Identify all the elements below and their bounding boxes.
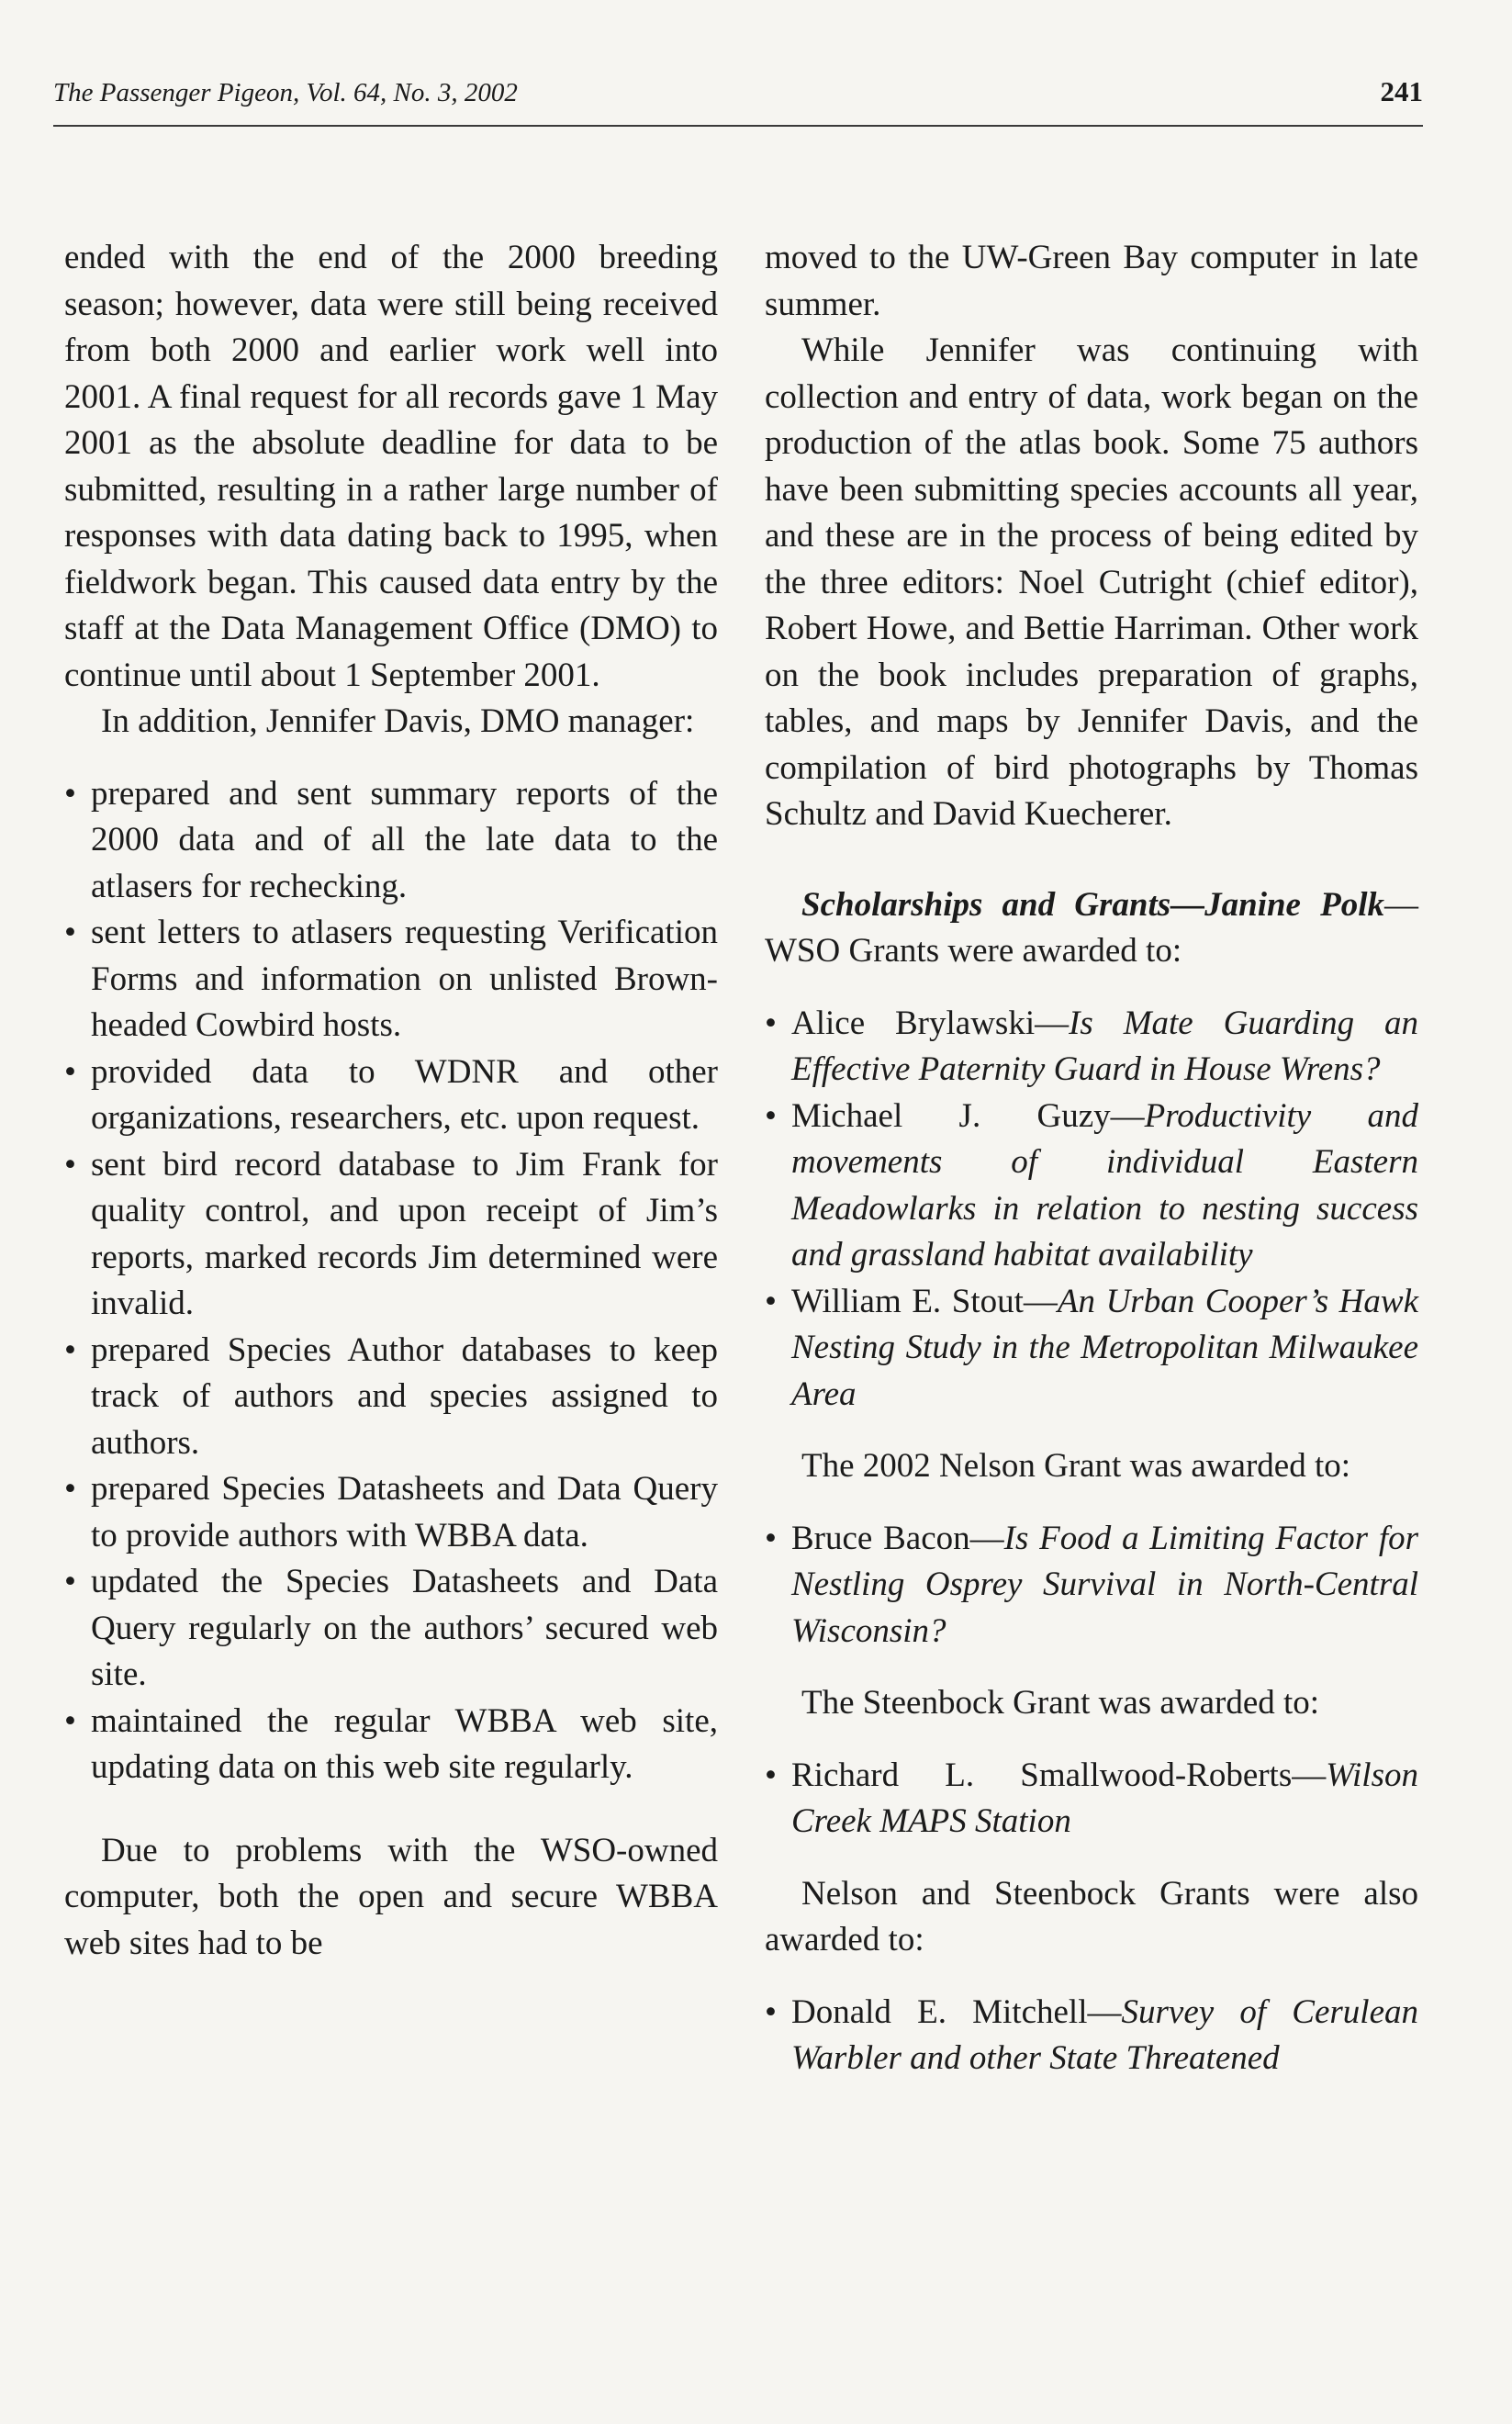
bullet-icon: • <box>64 1701 76 1740</box>
list-item-text: sent letters to atlasers requesting Verification Forms and information on unlisted Brown-headed Cowbird hosts. <box>91 914 718 1044</box>
right-column <box>765 235 1418 2082</box>
bullet-icon: • <box>64 1563 76 1600</box>
bullet-icon: • <box>64 1470 76 1508</box>
project-title: Productivity and movements of individual Eastern Meadowlarks in relation to nesting success and grassland habitat availability <box>791 1096 1418 1274</box>
grantee-name: Michael J. Guzy— <box>791 1096 1145 1135</box>
section-paragraph <box>765 882 1418 975</box>
list-item-text: prepared Species Datasheets and Data Query to provide authors with WBBA data. <box>91 1470 718 1554</box>
bullet-icon: • <box>765 1096 777 1135</box>
list-item-text: updated the Species Datasheets and Data Query regularly on the authors’ secured web site. <box>91 1563 718 1693</box>
list-item <box>64 1559 718 1699</box>
paragraph: moved to the UW-Green Bay computer in late summer. <box>765 239 1418 323</box>
nelson-grants-list <box>765 1516 1418 1655</box>
grantee-name: Donald E. Mitchell— <box>791 1992 1122 2031</box>
list-item <box>64 771 718 911</box>
left-column <box>64 235 718 1967</box>
bullet-icon: • <box>765 1282 777 1320</box>
journal-title: The Passenger Pigeon, Vol. 64, No. 3, 2002 <box>53 78 518 107</box>
bullet-icon: • <box>64 1052 76 1091</box>
page-header <box>53 75 1423 127</box>
section-heading: Scholarships and Grants—Janine Polk <box>801 885 1384 924</box>
list-item-text: prepared Species Author databases to keep track of authors and species assigned to authors. <box>91 1330 718 1462</box>
list-item <box>64 910 718 1049</box>
section-intro: —WSO Grants were awarded to: <box>765 885 1418 970</box>
steenbock-grants-list <box>765 1753 1418 1846</box>
grantee-name: Bruce Bacon— <box>791 1519 1004 1557</box>
list-item <box>765 1001 1418 1094</box>
grantee-name: William E. Stout— <box>791 1282 1058 1320</box>
grantee-name: Alice Brylawski— <box>791 1004 1070 1042</box>
task-list <box>64 771 718 1791</box>
project-title: Is Mate Guarding an Effective Paternity Guard in House Wrens? <box>791 1004 1418 1088</box>
list-item <box>765 1279 1418 1419</box>
list-item <box>64 1466 718 1559</box>
list-item-text: provided data to WDNR and other organizations, researchers, etc. upon request. <box>91 1052 718 1137</box>
bullet-icon: • <box>765 1992 777 2031</box>
both-grants-list <box>765 1990 1418 2082</box>
list-item-text: sent bird record database to Jim Frank for quality control, and upon receipt of Jim’s reports, marked records Jim determined were invalid. <box>91 1145 718 1322</box>
bullet-icon: • <box>64 914 76 951</box>
list-item <box>64 1699 718 1791</box>
bullet-icon: • <box>64 1145 76 1184</box>
list-item <box>64 1049 718 1142</box>
bullet-icon: • <box>765 1756 777 1794</box>
paragraph: ended with the end of the 2000 breeding season; however, data were still being received from both 2000 and earlier work well into 2001. A final request for all records gave 1 May 2001 as the absolute deadline for data to be submitted, resulting in a rather large number of responses with data dating back to 1995, when fieldwork began. This caused data entry by the staff at the Data Management Office (DMO) to continue until about 1 September 2001. <box>64 239 718 694</box>
project-title: Wilson Creek MAPS Station <box>791 1756 1418 1840</box>
bullet-icon: • <box>64 1330 76 1369</box>
bullet-icon: • <box>765 1004 777 1042</box>
paragraph: The Steenbock Grant was awarded to: <box>801 1684 1320 1722</box>
project-title: Is Food a Limiting Factor for Nestling Osprey Survival in North-Central Wisconsin? <box>791 1519 1418 1650</box>
paragraph: In addition, Jennifer Davis, DMO manager: <box>101 702 695 740</box>
bullet-icon: • <box>765 1519 777 1557</box>
project-title: An Urban Cooper’s Hawk Nesting Study in the Metropolitan Milwaukee Area <box>791 1282 1418 1413</box>
list-item <box>765 1516 1418 1655</box>
page-number: 241 <box>1380 75 1423 107</box>
list-item <box>765 1990 1418 2082</box>
list-item-text: prepared and sent summary reports of the 2000 data and of all the late data to the atlasers for rechecking. <box>91 774 718 905</box>
list-item-text: maintained the regular WBBA web site, updating data on this web site regularly. <box>91 1701 718 1786</box>
list-item <box>765 1094 1418 1279</box>
paragraph: Nelson and Steenbock Grants were also awarded to: <box>765 1874 1418 1958</box>
list-item <box>64 1142 718 1328</box>
paragraph: While Jennifer was continuing with collection and entry of data, work began on the production of the atlas book. Some 75 authors have been submitting species accounts all year, and these are in the process of being edited by the three editors: Noel Cutright (chief editor), Robert Howe, and Bettie Harriman. Other work on the book includes preparation of graphs, tables, and maps by Jennifer Davis, and the compilation of bird photographs by Thomas Schultz and David Kuecherer. <box>765 331 1418 833</box>
paragraph: Due to problems with the WSO-owned computer, both the open and secure WBBA web sites had to be <box>64 1831 718 1962</box>
list-item <box>64 1328 718 1467</box>
bullet-icon: • <box>64 774 76 813</box>
wso-grants-list <box>765 1001 1418 1419</box>
list-item <box>765 1753 1418 1846</box>
grantee-name: Richard L. Smallwood-Roberts— <box>791 1756 1327 1794</box>
project-title: Survey of Cerulean Warbler and other State Threatened <box>791 1992 1418 2077</box>
paragraph: The 2002 Nelson Grant was awarded to: <box>801 1447 1350 1485</box>
